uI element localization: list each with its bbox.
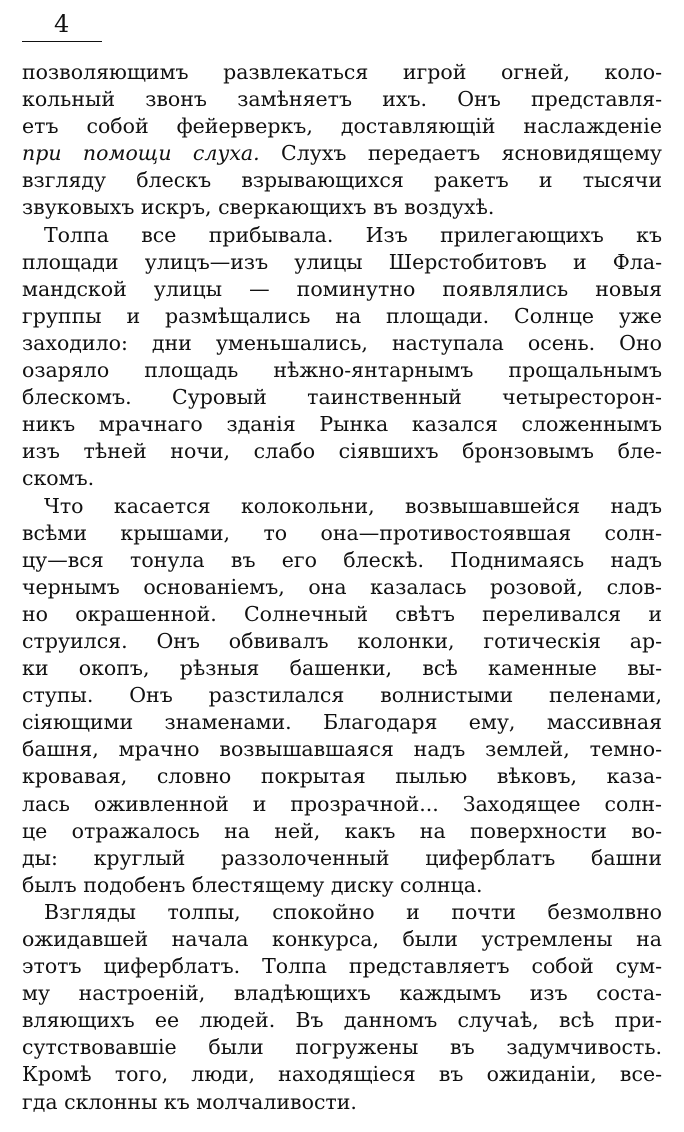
text-line: вляющихъ ее людей. Въ данномъ случаѣ, всѣ при- bbox=[22, 1008, 662, 1033]
text-line: гда склонны къ молчаливости. bbox=[22, 1089, 357, 1114]
text-line: ступы. Онъ разстилался волнистыми пеленами, bbox=[22, 683, 662, 708]
text-line: мандской улицы — поминутно появлялись новыя bbox=[22, 276, 662, 301]
text-line: этотъ циферблатъ. Толпа представляетъ собой сум- bbox=[22, 954, 662, 979]
text-line: Взгляды толпы, спокойно и почти безмолвно bbox=[44, 899, 662, 924]
text-line: етъ собой фейерверкъ, доставляющій наслажденіе bbox=[22, 114, 662, 139]
text-line: всѣми крышами, то она—противостоявшая солн- bbox=[22, 520, 662, 545]
text-line: сутствовавшіе были погружены въ задумчивость. bbox=[22, 1035, 662, 1060]
text-line: кольный звонъ замѣняетъ ихъ. Онъ представля- bbox=[22, 87, 662, 112]
text-line: никъ мрачнаго зданія Рынка казался сложеннымъ bbox=[22, 412, 662, 437]
text-line: заходило: дни уменьшались, наступала осень. Оно bbox=[22, 330, 662, 355]
italic-phrase: при помощи слуха. bbox=[22, 141, 260, 166]
text-line: озаряло площадь нѣжно-янтарнымъ прощальнымъ bbox=[22, 358, 662, 383]
text-line: ки окопъ, рѣзныя башенки, всѣ каменные вы- bbox=[22, 656, 662, 681]
paragraph-2 bbox=[22, 222, 662, 493]
text-line: блескомъ. Суровый таинственный четыресторон- bbox=[22, 385, 662, 410]
text-line: це отражалось на ней, какъ на поверхности во- bbox=[22, 818, 662, 843]
text-line: группы и размѣщались на площади. Солнце уже bbox=[22, 303, 662, 328]
text-line: ды: круглый раззолоченный циферблатъ башни bbox=[22, 845, 662, 870]
text-line: скомъ. bbox=[22, 466, 95, 491]
header-rule bbox=[22, 41, 102, 42]
text-line: Что касается колокольни, возвышавшейся надъ bbox=[44, 493, 662, 518]
text-line: му настроеній, владѣющихъ каждымъ изъ соста- bbox=[22, 981, 662, 1006]
text-line: кровавая, словно покрытая пылью вѣковъ, каза- bbox=[22, 764, 662, 789]
text-line: взгляду блескъ взрывающихся ракетъ и тысячи bbox=[22, 168, 662, 193]
paragraph-1 bbox=[22, 59, 662, 222]
text-line: позволяющимъ развлекаться игрой огней, коло- bbox=[22, 60, 662, 84]
text-line: площади улицъ—изъ улицы Шерстобитовъ и Фла- bbox=[22, 249, 662, 274]
text-line: звуковыхъ искръ, сверкающихъ въ воздухѣ. bbox=[22, 195, 495, 220]
text-line: но окрашенной. Солнечный свѣтъ переливался и bbox=[22, 601, 662, 626]
text-fragment: Слухъ передаетъ ясновидящему bbox=[259, 141, 662, 166]
text-line: струился. Онъ обвивалъ колонки, готическія ар- bbox=[22, 628, 662, 653]
text-line: Кромѣ того, люди, находящіеся въ ожиданіи, все- bbox=[22, 1062, 662, 1087]
paragraph-4 bbox=[22, 899, 662, 1116]
text-line: сіяющими знаменами. Благодаря ему, массивная bbox=[22, 710, 662, 735]
text-line: башня, мрачно возвышавшаяся надъ землей, темно- bbox=[22, 737, 662, 762]
text-line: былъ подобенъ блестящему диску солнца. bbox=[22, 872, 483, 897]
text-line: изъ тѣней ночи, слабо сіявшихъ бронзовымъ бле- bbox=[22, 439, 662, 464]
text-line bbox=[22, 140, 662, 167]
text-line: Толпа все прибывала. Изъ прилегающихъ къ bbox=[44, 222, 662, 247]
page-number: 4 bbox=[54, 10, 70, 38]
text-line: лась оживленной и прозрачной... Заходящее солн- bbox=[22, 791, 662, 816]
text-line: чернымъ основаніемъ, она казалась розовой, слов- bbox=[22, 574, 662, 599]
text-body bbox=[22, 59, 662, 1116]
text-line: ожидавшей начала конкурса, были устремлены на bbox=[22, 927, 662, 951]
text-line: цу—вся тонула въ его блескѣ. Поднимаясь надъ bbox=[22, 547, 662, 572]
paragraph-3 bbox=[22, 493, 662, 899]
